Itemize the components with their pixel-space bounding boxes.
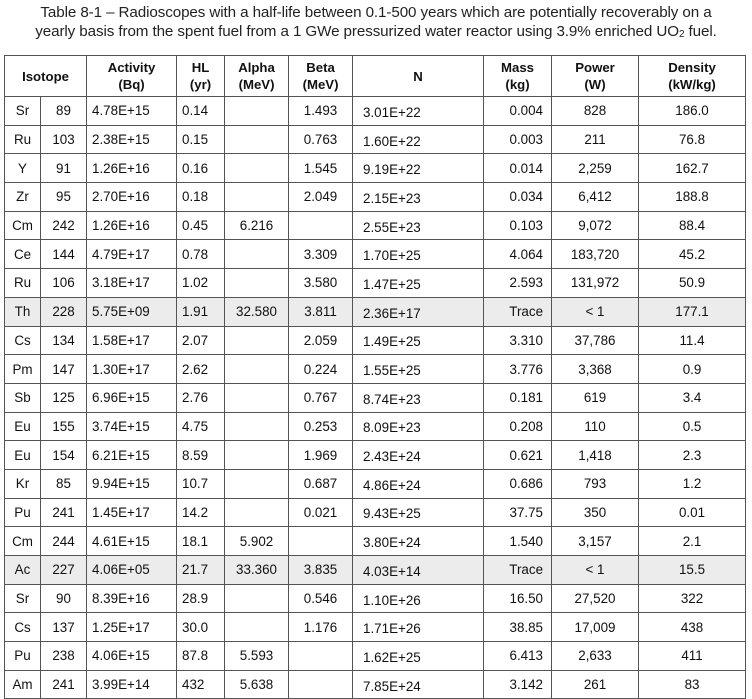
cell-alpha — [225, 326, 289, 355]
cell-alpha — [225, 355, 289, 384]
cell-half-life: 0.15 — [177, 125, 225, 154]
cell-activity: 4.06E+05 — [87, 556, 177, 585]
cell-element: Am — [5, 670, 41, 699]
cell-power: 793 — [552, 469, 639, 498]
cell-activity: 1.45E+17 — [87, 498, 177, 527]
cell-mass: 38.85 — [484, 613, 552, 642]
cell-power: 131,972 — [552, 269, 639, 298]
table-row — [5, 469, 746, 498]
cell-density: 2.3 — [639, 441, 746, 470]
cell-density: 88.4 — [639, 211, 746, 240]
cell-power: 619 — [552, 383, 639, 412]
cell-density: 50.9 — [639, 269, 746, 298]
table-row — [5, 498, 746, 527]
header-alpha: Alpha (MeV) — [225, 56, 289, 97]
cell-activity: 3.74E+15 — [87, 412, 177, 441]
cell-mass: 0.621 — [484, 441, 552, 470]
cell-mass-number: 103 — [41, 125, 87, 154]
cell-mass-number: 147 — [41, 355, 87, 384]
cell-beta: 0.767 — [289, 383, 353, 412]
cell-mass: Trace — [484, 297, 552, 326]
table-row — [5, 556, 746, 585]
cell-mass: 0.103 — [484, 211, 552, 240]
header-mass: Mass (kg) — [484, 56, 552, 97]
cell-alpha: 33.360 — [225, 556, 289, 585]
cell-half-life: 21.7 — [177, 556, 225, 585]
cell-mass: 4.064 — [484, 240, 552, 269]
cell-power: 9,072 — [552, 211, 639, 240]
cell-alpha — [225, 412, 289, 441]
table-row — [5, 326, 746, 355]
header-activity: Activity (Bq) — [87, 56, 177, 97]
cell-n: 2.15E+23 — [353, 183, 484, 212]
cell-mass: Trace — [484, 556, 552, 585]
cell-alpha: 5.902 — [225, 527, 289, 556]
cell-power: < 1 — [552, 297, 639, 326]
cell-beta — [289, 670, 353, 699]
cell-power: 183,720 — [552, 240, 639, 269]
cell-beta: 3.309 — [289, 240, 353, 269]
cell-mass: 2.593 — [484, 269, 552, 298]
cell-n: 9.43E+25 — [353, 498, 484, 527]
cell-element: Th — [5, 297, 41, 326]
cell-half-life: 18.1 — [177, 527, 225, 556]
cell-alpha — [225, 240, 289, 269]
cell-mass: 3.310 — [484, 326, 552, 355]
cell-power: 211 — [552, 125, 639, 154]
cell-mass: 1.540 — [484, 527, 552, 556]
cell-half-life: 0.16 — [177, 154, 225, 183]
table-row — [5, 441, 746, 470]
cell-alpha — [225, 613, 289, 642]
cell-half-life: 0.14 — [177, 97, 225, 126]
cell-density: 83 — [639, 670, 746, 699]
cell-activity: 8.39E+16 — [87, 584, 177, 613]
cell-n: 8.74E+23 — [353, 383, 484, 412]
cell-beta — [289, 211, 353, 240]
cell-activity: 3.18E+17 — [87, 269, 177, 298]
cell-beta: 0.687 — [289, 469, 353, 498]
table-row — [5, 584, 746, 613]
table-row — [5, 269, 746, 298]
cell-n: 3.80E+24 — [353, 527, 484, 556]
cell-n: 9.19E+22 — [353, 154, 484, 183]
cell-mass: 3.142 — [484, 670, 552, 699]
cell-element: Ru — [5, 125, 41, 154]
cell-power: 37,786 — [552, 326, 639, 355]
cell-density: 438 — [639, 613, 746, 642]
cell-element: Ru — [5, 269, 41, 298]
cell-power: 110 — [552, 412, 639, 441]
cell-half-life: 8.59 — [177, 441, 225, 470]
cell-mass: 0.181 — [484, 383, 552, 412]
cell-alpha — [225, 183, 289, 212]
cell-density: 411 — [639, 642, 746, 671]
cell-half-life: 4.75 — [177, 412, 225, 441]
cell-alpha — [225, 383, 289, 412]
cell-beta — [289, 527, 353, 556]
cell-alpha — [225, 97, 289, 126]
cell-beta: 0.253 — [289, 412, 353, 441]
cell-density: 45.2 — [639, 240, 746, 269]
cell-n: 7.85E+24 — [353, 670, 484, 699]
cell-density: 15.5 — [639, 556, 746, 585]
cell-activity: 4.78E+15 — [87, 97, 177, 126]
cell-activity: 9.94E+15 — [87, 469, 177, 498]
cell-half-life: 432 — [177, 670, 225, 699]
cell-half-life: 0.45 — [177, 211, 225, 240]
cell-beta: 1.545 — [289, 154, 353, 183]
cell-element: Pu — [5, 642, 41, 671]
cell-element: Pm — [5, 355, 41, 384]
cell-half-life: 2.76 — [177, 383, 225, 412]
cell-half-life: 28.9 — [177, 584, 225, 613]
cell-mass-number: 228 — [41, 297, 87, 326]
cell-activity: 2.70E+16 — [87, 183, 177, 212]
cell-element: Kr — [5, 469, 41, 498]
cell-element: Cs — [5, 613, 41, 642]
cell-element: Cm — [5, 527, 41, 556]
cell-activity: 2.38E+15 — [87, 125, 177, 154]
table-row — [5, 125, 746, 154]
cell-density: 3.4 — [639, 383, 746, 412]
cell-mass: 3.776 — [484, 355, 552, 384]
cell-n: 3.01E+22 — [353, 97, 484, 126]
cell-density: 177.1 — [639, 297, 746, 326]
cell-mass: 37.75 — [484, 498, 552, 527]
cell-density: 2.1 — [639, 527, 746, 556]
cell-density: 76.8 — [639, 125, 746, 154]
caption-line-2: yearly basis from the spent fuel from a 1 GWe pressurized water reactor using 3.9% enriched $UO_2$ fuel. — [35, 23, 717, 40]
cell-density: 188.8 — [639, 183, 746, 212]
table-row — [5, 183, 746, 212]
table-row — [5, 642, 746, 671]
cell-activity: 6.96E+15 — [87, 383, 177, 412]
cell-mass-number: 95 — [41, 183, 87, 212]
cell-beta: 1.176 — [289, 613, 353, 642]
cell-half-life: 30.0 — [177, 613, 225, 642]
cell-mass-number: 85 — [41, 469, 87, 498]
cell-alpha — [225, 498, 289, 527]
table-row — [5, 297, 746, 326]
cell-n: 1.62E+25 — [353, 642, 484, 671]
cell-activity: 3.99E+14 — [87, 670, 177, 699]
cell-alpha — [225, 154, 289, 183]
cell-power: < 1 — [552, 556, 639, 585]
cell-n: 1.47E+25 — [353, 269, 484, 298]
cell-power: 3,157 — [552, 527, 639, 556]
cell-n: 4.03E+14 — [353, 556, 484, 585]
cell-half-life: 2.07 — [177, 326, 225, 355]
cell-mass: 0.014 — [484, 154, 552, 183]
cell-n: 2.36E+17 — [353, 297, 484, 326]
cell-mass-number: 91 — [41, 154, 87, 183]
cell-power: 261 — [552, 670, 639, 699]
cell-half-life: 87.8 — [177, 642, 225, 671]
cell-mass: 6.413 — [484, 642, 552, 671]
cell-activity: 1.25E+17 — [87, 613, 177, 642]
cell-half-life: 1.91 — [177, 297, 225, 326]
table-row — [5, 383, 746, 412]
cell-mass-number: 244 — [41, 527, 87, 556]
header-density: Density (kW/kg) — [639, 56, 746, 97]
cell-mass-number: 242 — [41, 211, 87, 240]
cell-activity: 6.21E+15 — [87, 441, 177, 470]
table-row — [5, 670, 746, 699]
table-row — [5, 154, 746, 183]
cell-density: 0.01 — [639, 498, 746, 527]
table-row — [5, 355, 746, 384]
cell-mass: 16.50 — [484, 584, 552, 613]
radioisotope-table — [4, 55, 746, 699]
cell-mass-number: 155 — [41, 412, 87, 441]
cell-element: Y — [5, 154, 41, 183]
cell-beta: 3.580 — [289, 269, 353, 298]
cell-element: Sr — [5, 97, 41, 126]
cell-mass-number: 227 — [41, 556, 87, 585]
cell-alpha: 32.580 — [225, 297, 289, 326]
cell-power: 17,009 — [552, 613, 639, 642]
cell-beta: 0.763 — [289, 125, 353, 154]
cell-power: 828 — [552, 97, 639, 126]
table-row — [5, 97, 746, 126]
cell-power: 1,418 — [552, 441, 639, 470]
cell-density: 186.0 — [639, 97, 746, 126]
cell-mass: 0.208 — [484, 412, 552, 441]
cell-n: 1.49E+25 — [353, 326, 484, 355]
cell-half-life: 0.18 — [177, 183, 225, 212]
cell-mass-number: 241 — [41, 670, 87, 699]
cell-power: 2,633 — [552, 642, 639, 671]
cell-element: Eu — [5, 412, 41, 441]
cell-mass-number: 241 — [41, 498, 87, 527]
cell-activity: 4.79E+17 — [87, 240, 177, 269]
cell-activity: 4.61E+15 — [87, 527, 177, 556]
cell-element: Sb — [5, 383, 41, 412]
cell-power: 2,259 — [552, 154, 639, 183]
cell-activity: 1.30E+17 — [87, 355, 177, 384]
cell-alpha — [225, 469, 289, 498]
cell-element: Eu — [5, 441, 41, 470]
cell-mass: 0.004 — [484, 97, 552, 126]
cell-mass: 0.686 — [484, 469, 552, 498]
cell-n: 1.60E+22 — [353, 125, 484, 154]
cell-power: 3,368 — [552, 355, 639, 384]
cell-element: Cm — [5, 211, 41, 240]
cell-power: 350 — [552, 498, 639, 527]
cell-n: 1.55E+25 — [353, 355, 484, 384]
cell-element: Sr — [5, 584, 41, 613]
cell-mass-number: 137 — [41, 613, 87, 642]
cell-beta: 3.811 — [289, 297, 353, 326]
cell-half-life: 14.2 — [177, 498, 225, 527]
cell-half-life: 1.02 — [177, 269, 225, 298]
cell-beta: 0.021 — [289, 498, 353, 527]
cell-mass: 0.003 — [484, 125, 552, 154]
cell-element: Pu — [5, 498, 41, 527]
cell-element: Ce — [5, 240, 41, 269]
cell-beta: 1.493 — [289, 97, 353, 126]
cell-density: 162.7 — [639, 154, 746, 183]
cell-density: 1.2 — [639, 469, 746, 498]
cell-mass-number: 238 — [41, 642, 87, 671]
cell-activity: 1.26E+16 — [87, 211, 177, 240]
cell-alpha: 6.216 — [225, 211, 289, 240]
cell-n: 2.55E+23 — [353, 211, 484, 240]
cell-mass: 0.034 — [484, 183, 552, 212]
cell-density: 0.9 — [639, 355, 746, 384]
header-power: Power (W) — [552, 56, 639, 97]
cell-power: 6,412 — [552, 183, 639, 212]
cell-alpha: 5.593 — [225, 642, 289, 671]
cell-beta: 2.049 — [289, 183, 353, 212]
header-beta: Beta (MeV) — [289, 56, 353, 97]
cell-activity: 1.58E+17 — [87, 326, 177, 355]
table-row — [5, 211, 746, 240]
cell-activity: 1.26E+16 — [87, 154, 177, 183]
caption-line-1: Table 8-1 – Radioscopes with a half-life between 0.1-500 years which are potentially recoverably on a — [40, 4, 712, 21]
cell-alpha: 5.638 — [225, 670, 289, 699]
cell-half-life: 0.78 — [177, 240, 225, 269]
cell-mass-number: 125 — [41, 383, 87, 412]
cell-beta: 0.224 — [289, 355, 353, 384]
header-row — [5, 56, 746, 97]
header-n: N — [353, 56, 484, 97]
cell-alpha — [225, 441, 289, 470]
cell-mass-number: 90 — [41, 584, 87, 613]
cell-n: 2.43E+24 — [353, 441, 484, 470]
cell-density: 0.5 — [639, 412, 746, 441]
cell-beta: 1.969 — [289, 441, 353, 470]
table-row — [5, 613, 746, 642]
cell-element: Zr — [5, 183, 41, 212]
cell-beta: 3.835 — [289, 556, 353, 585]
table-body — [5, 97, 746, 699]
cell-mass-number: 144 — [41, 240, 87, 269]
cell-density: 11.4 — [639, 326, 746, 355]
cell-activity: 5.75E+09 — [87, 297, 177, 326]
header-half-life: HL (yr) — [177, 56, 225, 97]
cell-n: 4.86E+24 — [353, 469, 484, 498]
header-isotope: Isotope — [5, 56, 87, 97]
cell-mass-number: 89 — [41, 97, 87, 126]
cell-half-life: 2.62 — [177, 355, 225, 384]
cell-beta — [289, 642, 353, 671]
cell-element: Ac — [5, 556, 41, 585]
cell-element: Cs — [5, 326, 41, 355]
cell-density: 322 — [639, 584, 746, 613]
cell-alpha — [225, 125, 289, 154]
cell-half-life: 10.7 — [177, 469, 225, 498]
table-row — [5, 527, 746, 556]
table-caption — [0, 0, 752, 44]
cell-mass-number: 106 — [41, 269, 87, 298]
cell-n: 8.09E+23 — [353, 412, 484, 441]
cell-alpha — [225, 584, 289, 613]
cell-beta: 0.546 — [289, 584, 353, 613]
cell-beta: 2.059 — [289, 326, 353, 355]
cell-mass-number: 154 — [41, 441, 87, 470]
cell-n: 1.10E+26 — [353, 584, 484, 613]
table-row — [5, 240, 746, 269]
table-row — [5, 412, 746, 441]
cell-activity: 4.06E+15 — [87, 642, 177, 671]
cell-n: 1.71E+26 — [353, 613, 484, 642]
cell-alpha — [225, 269, 289, 298]
cell-mass-number: 134 — [41, 326, 87, 355]
cell-n: 1.70E+25 — [353, 240, 484, 269]
cell-power: 27,520 — [552, 584, 639, 613]
